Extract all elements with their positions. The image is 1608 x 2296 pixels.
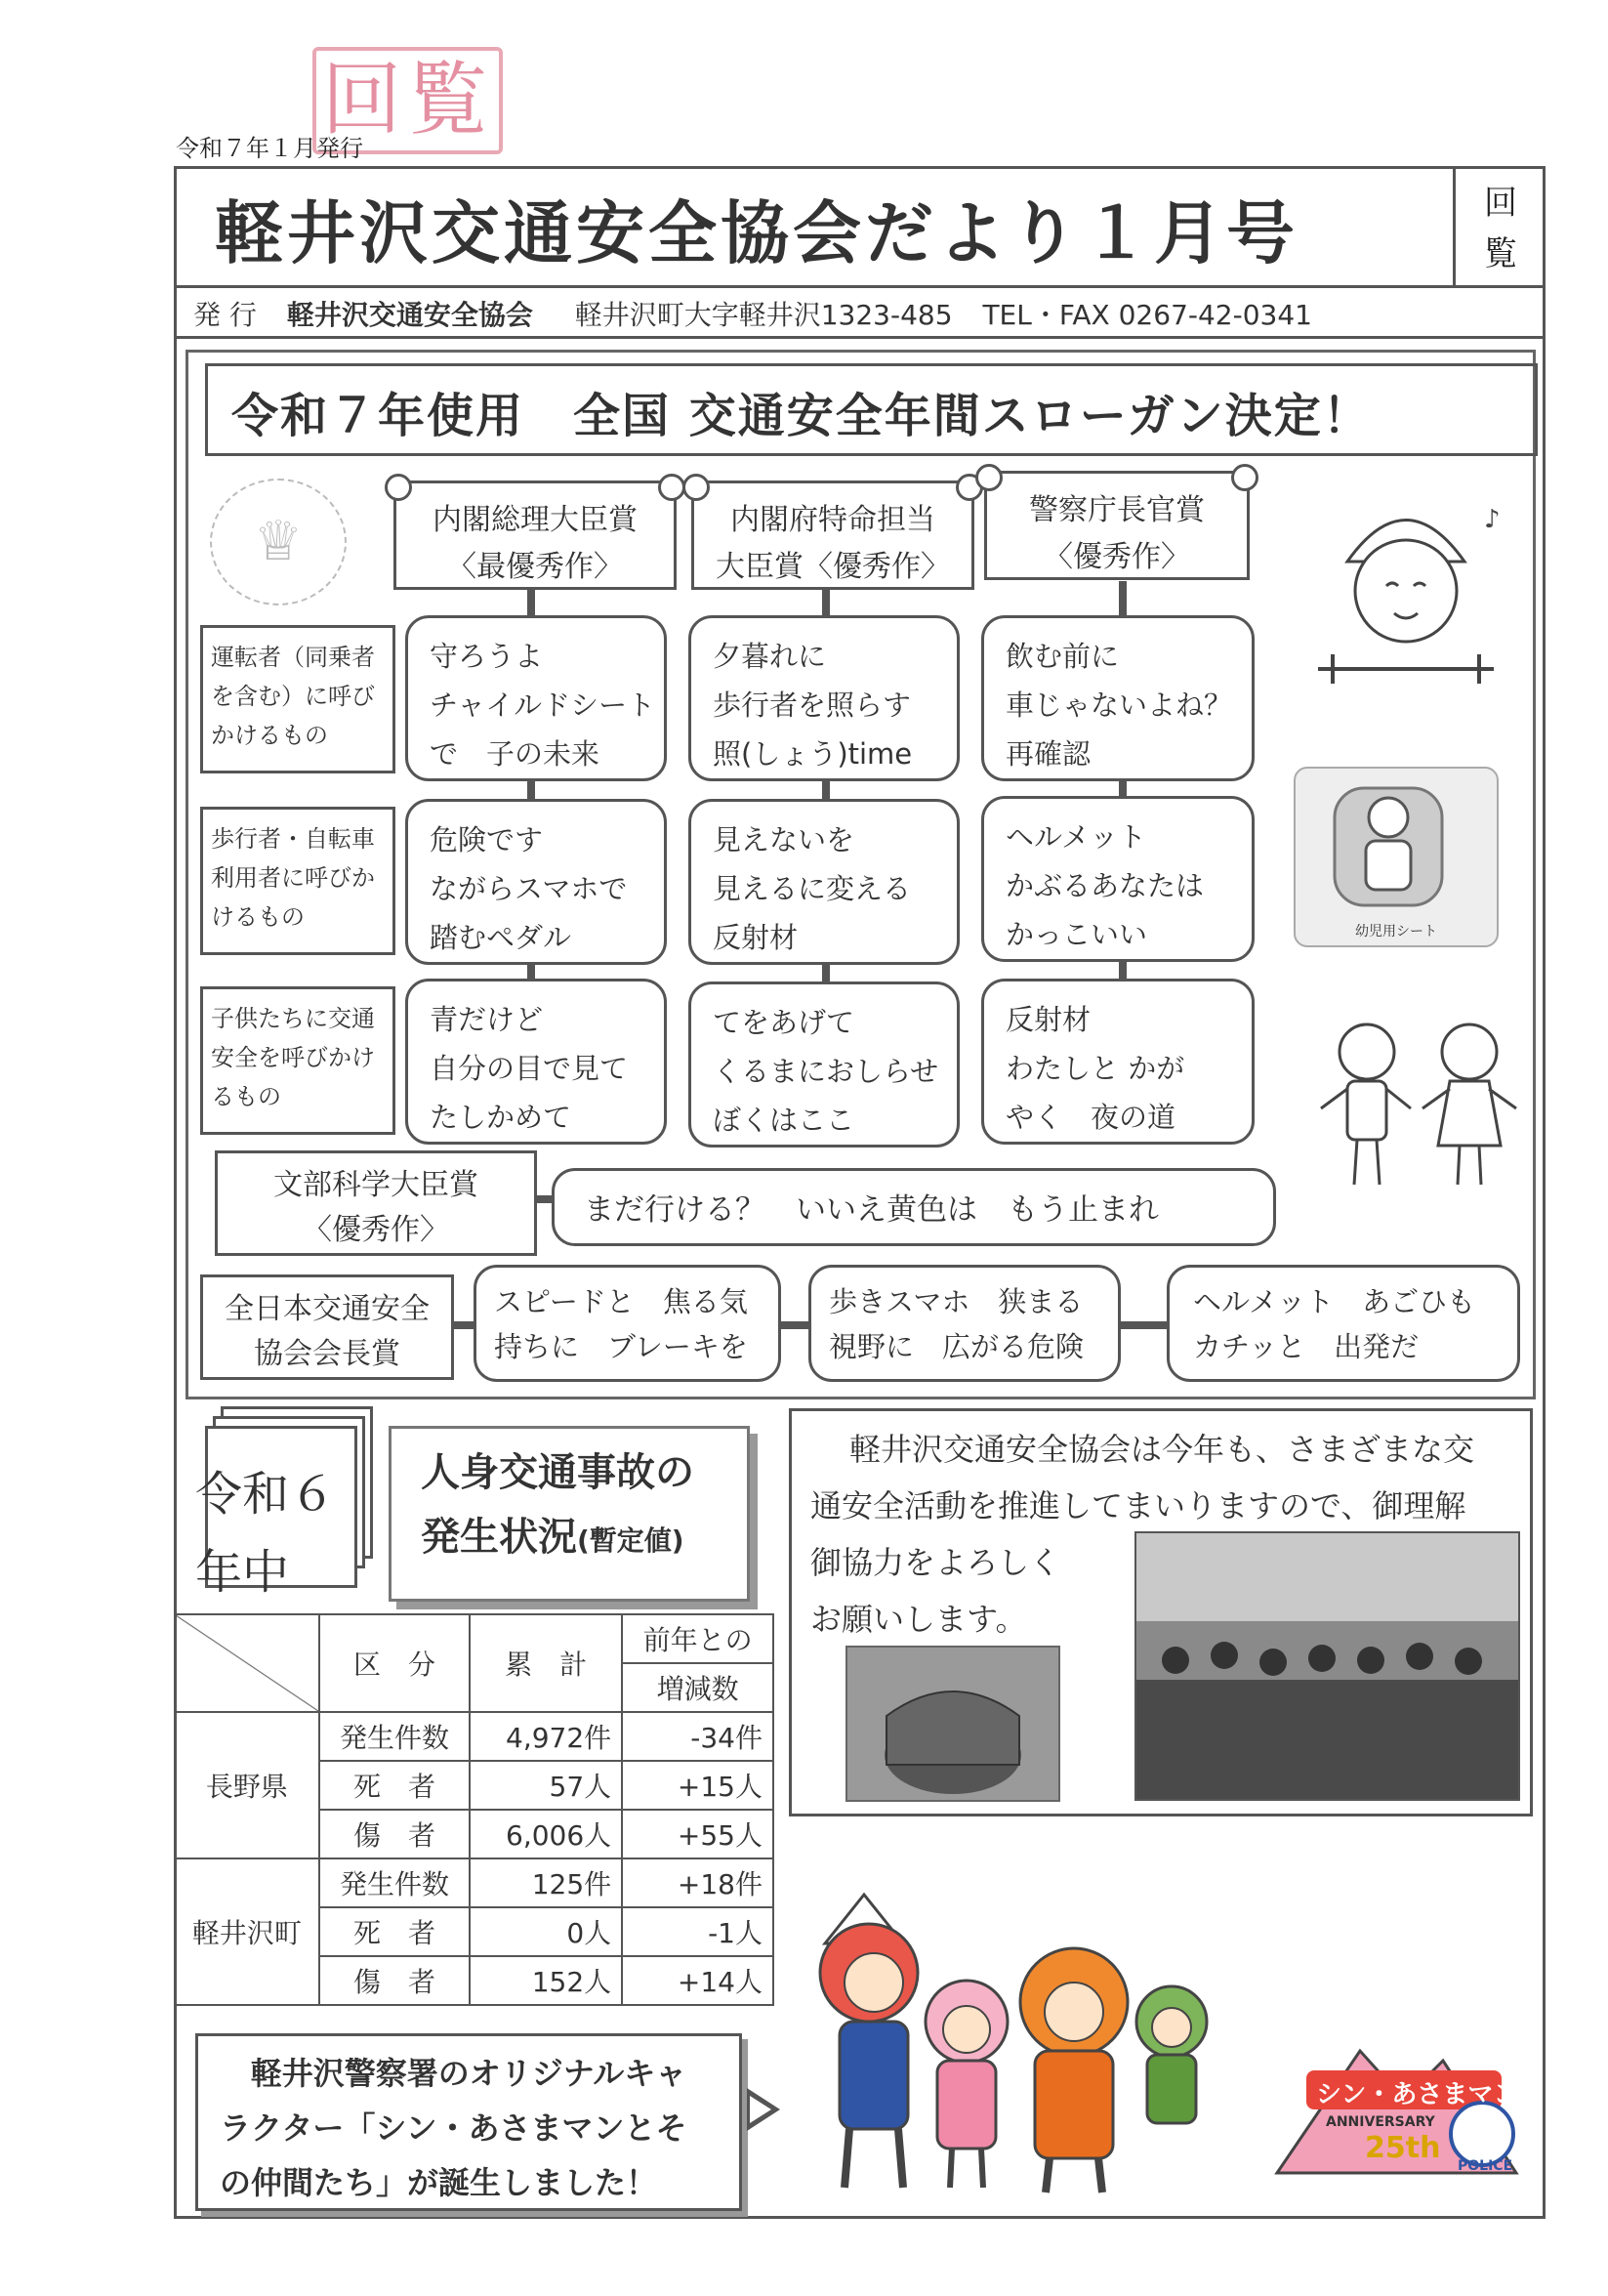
slogan-line: 歩きスマホ 狭まる <box>829 1285 1084 1318</box>
total-cell: 4,972件 <box>470 1712 622 1761</box>
award-scroll-pm <box>393 480 677 590</box>
diff-cell: +55人 <box>622 1810 773 1858</box>
mascot-line: 軽井沢警察署のオリジナルキャ <box>250 2055 687 2092</box>
message-line: 御協力をよろしく <box>810 1544 1061 1581</box>
award-monbu <box>215 1150 537 1256</box>
category-line: 歩行者・自転車 <box>211 825 375 853</box>
slogan-line: まだ行ける？ いいえ黄色は もう止まれ <box>584 1192 1159 1228</box>
slogan-line: 車じゃないよね？ <box>1006 689 1233 722</box>
award-scroll-police <box>984 471 1250 580</box>
shin-asamaman-logo <box>1267 1992 1523 2183</box>
total-cell: 0人 <box>470 1907 622 1956</box>
slogan-line: チャイルドシート <box>430 689 656 722</box>
table-header: 前年との <box>622 1614 773 1663</box>
slogan-card <box>405 799 667 965</box>
slogan-line: くるまにおしらせ <box>713 1055 939 1088</box>
publisher-address: 軽井沢町大字軽井沢1323-485 <box>574 299 953 331</box>
slogan-card <box>405 615 667 781</box>
award-title: 警察庁長官賞 <box>1029 493 1205 527</box>
kairan-stamp: 回覧 <box>312 47 503 154</box>
slogan-line: 照(しょう)time <box>713 737 913 771</box>
slogan-card <box>981 615 1255 781</box>
mascot-announcement <box>195 2033 742 2211</box>
slogan-card <box>981 796 1255 962</box>
award-title: 内閣総理大臣賞 <box>433 503 638 537</box>
message-line: お願いします。 <box>810 1601 1027 1638</box>
slogan-line: てをあげて <box>713 1006 855 1039</box>
slogan-line: で 子の未来 <box>430 737 600 771</box>
slogan-line: やく 夜の道 <box>1006 1101 1176 1134</box>
slogan-line: ヘルメット <box>1006 820 1147 854</box>
category-drivers <box>200 625 395 773</box>
accident-table <box>174 1613 774 2006</box>
diff-cell: +14人 <box>622 1956 773 2005</box>
period-label <box>195 1455 336 1611</box>
logo-name: シン・あさまマン <box>1316 2080 1519 2109</box>
table-header: 増減数 <box>622 1663 773 1712</box>
row-label: 死 者 <box>319 1761 470 1810</box>
accident-stats-title <box>389 1426 750 1602</box>
mascot-group-icon <box>796 1875 1284 2197</box>
slogan-card <box>405 979 667 1145</box>
two-children-icon <box>1313 1011 1523 1196</box>
category-line: 子供たちに交通 <box>211 1005 375 1032</box>
logo-years: 25th <box>1365 2131 1441 2165</box>
children-illustration <box>1313 1011 1523 1196</box>
award-grade: 大臣賞〈優秀作〉 <box>716 550 950 584</box>
slogan-card-monbu <box>552 1168 1276 1246</box>
period-line: 令和６ <box>195 1467 337 1522</box>
slogan-card <box>1167 1265 1520 1382</box>
diff-cell: -34件 <box>622 1712 773 1761</box>
row-label: 傷 者 <box>319 1810 470 1858</box>
award-grade: 〈最優秀作〉 <box>447 550 623 584</box>
slogan-line: かっこいい <box>1006 918 1148 951</box>
slogan-card <box>688 799 960 965</box>
slogan-card <box>808 1265 1121 1382</box>
diff-cell: +18件 <box>622 1858 773 1907</box>
table-header: 累 計 <box>470 1614 622 1712</box>
helmet-child-icon <box>1289 469 1523 713</box>
accident-title-note: (暫定値) <box>577 1524 684 1557</box>
slogan-line: たしかめて <box>430 1101 572 1134</box>
publisher-label: 発 行 <box>193 299 257 331</box>
award-zennihon <box>200 1274 454 1380</box>
table-row <box>175 1858 773 1907</box>
slogan-card <box>981 979 1255 1145</box>
accident-title-line: 発生状況 <box>421 1515 577 1560</box>
publisher-org: 軽井沢交通安全協会 <box>286 299 533 331</box>
table-header: 区 分 <box>319 1614 470 1712</box>
slogan-line: 再確認 <box>1006 737 1092 771</box>
slogan-line: 夕暮れに <box>713 640 827 673</box>
slogan-heading: 令和７年使用 全国 交通安全年間スローガン決定！ <box>205 363 1538 456</box>
logo-police: POLICE <box>1458 2158 1513 2174</box>
award-title: 全日本交通安全 <box>225 1292 430 1326</box>
row-label: 発生件数 <box>319 1712 470 1761</box>
award-title: 文部科学大臣賞 <box>273 1168 478 1202</box>
category-line: かけるもの <box>211 722 328 749</box>
slogan-line: 踏むペダル <box>430 921 572 954</box>
monument-photo <box>845 1646 1060 1802</box>
award-title: 内閣府特命担当 <box>730 503 935 537</box>
total-cell: 6,006人 <box>470 1810 622 1858</box>
total-cell: 152人 <box>470 1956 622 2005</box>
slogan-line: ぼくはここ <box>713 1104 855 1137</box>
award-grade: 協会会長賞 <box>254 1337 400 1371</box>
diff-cell: -1人 <box>622 1907 773 1956</box>
total-cell: 125件 <box>470 1858 622 1907</box>
child-seat-illustration <box>1294 767 1499 947</box>
category-line: 安全を呼びかけ <box>211 1044 375 1071</box>
crowd-photo-icon <box>1136 1533 1518 1799</box>
category-pedestrians <box>200 807 395 955</box>
slogan-line: 危険です <box>430 823 544 856</box>
helmet-girl-illustration <box>1289 469 1523 713</box>
slogan-line: 反射材 <box>1006 1003 1092 1036</box>
connector-line <box>1121 1321 1168 1329</box>
slogan-line: 歩行者を照らす <box>713 689 912 722</box>
category-children <box>200 986 395 1135</box>
monument-photo-icon <box>847 1648 1058 1800</box>
slogan-line: カチッと 出発だ <box>1193 1330 1420 1363</box>
child-seat-caption: 幼児用シート <box>1355 924 1437 939</box>
slogan-card <box>688 981 960 1148</box>
message-line: 軽井沢交通安全協会は今年も、さまざまな交 <box>849 1431 1475 1468</box>
category-line: けるもの <box>211 903 305 931</box>
government-emblem-icon: ♕ <box>210 479 347 605</box>
publisher-tel: TEL・FAX 0267-42-0341 <box>982 299 1312 331</box>
event-photo <box>1134 1531 1520 1801</box>
slogan-line: スピードと 焦る気 <box>494 1285 748 1318</box>
slogan-line: 反射材 <box>713 921 799 954</box>
message-line: 通安全活動を推進してまいりますので、御理解 <box>810 1487 1466 1524</box>
slogan-line: かぶるあなたは <box>1006 869 1205 902</box>
slogan-line: ヘルメット あごひも <box>1193 1285 1476 1318</box>
category-line: を含む）に呼び <box>211 683 375 710</box>
period-line: 年中 <box>195 1545 290 1600</box>
region-cell: 長野県 <box>175 1712 319 1858</box>
arrow-inner <box>750 2096 771 2123</box>
slogan-line: 自分の目で見て <box>430 1052 629 1085</box>
category-line: 利用者に呼びか <box>211 864 375 892</box>
award-grade: 〈優秀作〉 <box>303 1213 449 1247</box>
award-grade: 〈優秀作〉 <box>1044 540 1190 574</box>
slogan-card <box>474 1265 781 1382</box>
award-scroll-cabinet <box>691 480 974 590</box>
table-row <box>175 1712 773 1761</box>
diff-cell: +15人 <box>622 1761 773 1810</box>
category-line: るもの <box>211 1083 281 1110</box>
slogan-line: 見えるに変える <box>713 872 912 905</box>
row-label: 傷 者 <box>319 1956 470 2005</box>
slogan-line: ながらスマホで <box>430 872 628 905</box>
category-line: 運転者（同乗者 <box>211 644 375 671</box>
slogan-line: 青だけど <box>430 1003 544 1036</box>
slogan-line: 持ちに ブレーキを <box>494 1330 748 1363</box>
slogan-card <box>688 615 960 781</box>
mascot-characters-illustration <box>796 1875 1284 2197</box>
svg-text:♪: ♪ <box>1484 505 1501 534</box>
row-label: 発生件数 <box>319 1858 470 1907</box>
slogan-line: 守ろうよ <box>430 640 544 673</box>
kairan-char-2: 覧 <box>1484 234 1517 273</box>
region-cell: 軽井沢町 <box>175 1858 319 2005</box>
issue-date: 令和７年１月発行 <box>176 135 363 162</box>
kairan-char-1: 回 <box>1484 184 1517 223</box>
publisher-row <box>174 288 1546 339</box>
mascot-line: ラクター「シン・あさまマンとそ <box>220 2109 687 2147</box>
kairan-side-label <box>1453 166 1546 288</box>
child-seat-icon <box>1296 769 1497 915</box>
slogan-line: 飲む前に <box>1006 640 1120 673</box>
table-corner <box>175 1614 319 1712</box>
total-cell: 57人 <box>470 1761 622 1810</box>
logo-anniversary: ANNIVERSARY <box>1326 2114 1435 2130</box>
slogan-line: 見えないを <box>713 823 855 856</box>
newsletter-title: 軽井沢交通安全協会だより１月号 <box>215 193 1299 273</box>
accident-title-line: 人身交通事故の <box>421 1450 694 1495</box>
row-label: 死 者 <box>319 1907 470 1956</box>
slogan-line: わたしと かが <box>1006 1052 1185 1085</box>
connector-line <box>454 1321 475 1329</box>
mascot-line: の仲間たち」が誕生しました！ <box>220 2164 658 2201</box>
connector-line <box>781 1321 810 1329</box>
slogan-line: 視野に 広がる危険 <box>829 1330 1085 1363</box>
